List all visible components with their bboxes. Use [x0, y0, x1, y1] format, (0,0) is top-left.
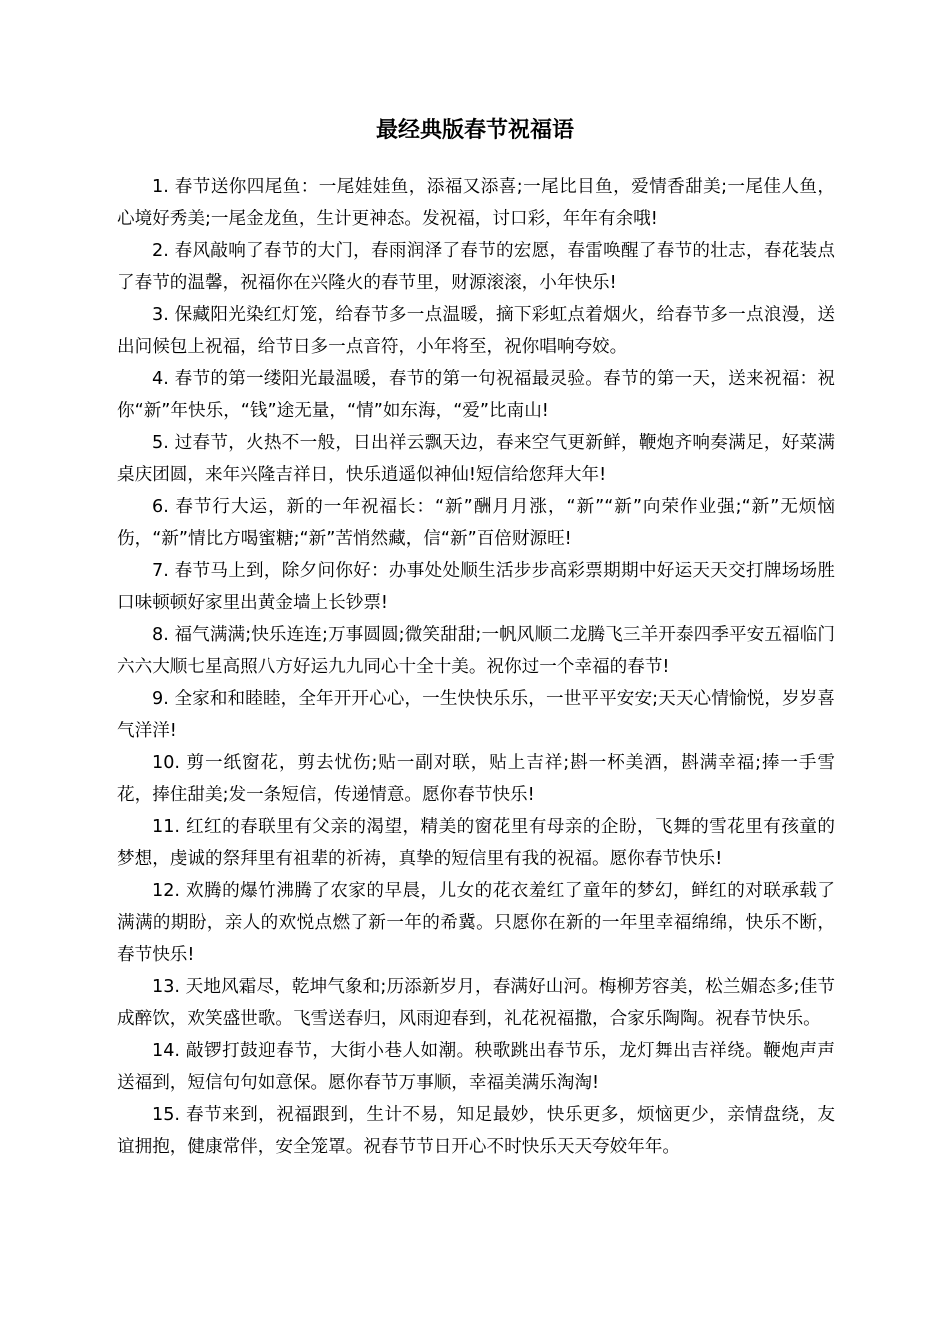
paragraph-12: 12. 欢腾的爆竹沸腾了农家的早晨，儿女的花衣羞红了童年的梦幻，鲜红的对联承载了满满的期盼，亲人的欢悦点燃了新一年的希冀。只愿你在新的一年里幸福绵绵，快乐不断，春节快乐! [117, 881, 835, 965]
paragraph-15: 15. 春节来到，祝福跟到，生计不易，知足最妙，快乐更多，烦恼更少，亲情盘绕，友谊拥抱，健康常伴，安全笼罩。祝春节节日开心不时快乐天天夸姣年年。 [117, 1105, 835, 1157]
paragraph-14: 14. 敲锣打鼓迎春节，大街小巷人如潮。秧歌跳出春节乐，龙灯舞出吉祥绕。鞭炮声声送福到，短信句句如意保。愿你春节万事顺，幸福美满乐淘淘! [117, 1041, 835, 1093]
paragraph-8: 8. 福气满满;快乐连连;万事圆圆;微笑甜甜;一帆风顺二龙腾飞三羊开泰四季平安五福临门六六大顺七星高照八方好运九九同心十全十美。祝你过一个幸福的春节! [117, 625, 835, 677]
paragraph-5: 5. 过春节，火热不一般，日出祥云飘天边，春来空气更新鲜，鞭炮齐响奏满足，好菜满桌庆团圆，来年兴隆吉祥日，快乐逍遥似神仙!短信给您拜大年! [117, 433, 835, 485]
document-body [117, 171, 835, 1163]
paragraph-10: 10. 剪一纸窗花，剪去忧伤;贴一副对联，贴上吉祥;斟一杯美酒，斟满幸福;捧一手雪花，捧住甜美;发一条短信，传递情意。愿你春节快乐! [117, 753, 835, 805]
paragraph-7: 7. 春节马上到，除夕问你好：办事处处顺生活步步高彩票期期中好运天天交打牌场场胜口味顿顿好家里出黄金墙上长钞票! [117, 561, 835, 613]
paragraph-2: 2. 春风敲响了春节的大门，春雨润泽了春节的宏愿，春雷唤醒了春节的壮志，春花装点了春节的温馨，祝福你在兴隆火的春节里，财源滚滚，小年快乐! [117, 241, 835, 293]
paragraph-3: 3. 保藏阳光染红灯笼，给春节多一点温暖，摘下彩虹点着烟火，给春节多一点浪漫，送出问候包上祝福，给节日多一点音符，小年将至，祝你唱响夸姣。 [117, 305, 835, 357]
paragraph-6: 6. 春节行大运，新的一年祝福长：“新”酬月月涨，“新”“新”向荣作业强;“新”无烦恼伤，“新”情比方喝蜜糖;“新”苦悄然藏，信“新”百倍财源旺! [117, 497, 835, 549]
document-title: 最经典版春节祝福语 [375, 118, 574, 143]
paragraph-11: 11. 红红的春联里有父亲的渴望，精美的窗花里有母亲的企盼，飞舞的雪花里有孩童的梦想，虔诚的祭拜里有祖辈的祈祷，真挚的短信里有我的祝福。愿你春节快乐! [117, 817, 835, 869]
paragraph-1: 1. 春节送你四尾鱼：一尾娃娃鱼，添福又添喜;一尾比目鱼，爱情香甜美;一尾佳人鱼，心境好秀美;一尾金龙鱼，生计更神态。发祝福，讨口彩，年年有余哦! [117, 177, 835, 229]
paragraph-4: 4. 春节的第一缕阳光最温暖，春节的第一句祝福最灵验。春节的第一天，送来祝福：祝你“新”年快乐，“钱”途无量，“情”如东海，“爱”比南山! [117, 369, 835, 421]
paragraph-13: 13. 天地风霜尽，乾坤气象和;历添新岁月，春满好山河。梅柳芳容美，松兰媚态多;佳节成醉饮，欢笑盛世歌。飞雪送春归，风雨迎春到，礼花祝福撒，合家乐陶陶。祝春节快乐。 [117, 977, 835, 1029]
paragraph-9: 9. 全家和和睦睦，全年开开心心，一生快快乐乐，一世平平安安;天天心情愉悦，岁岁喜气洋洋! [117, 689, 835, 741]
